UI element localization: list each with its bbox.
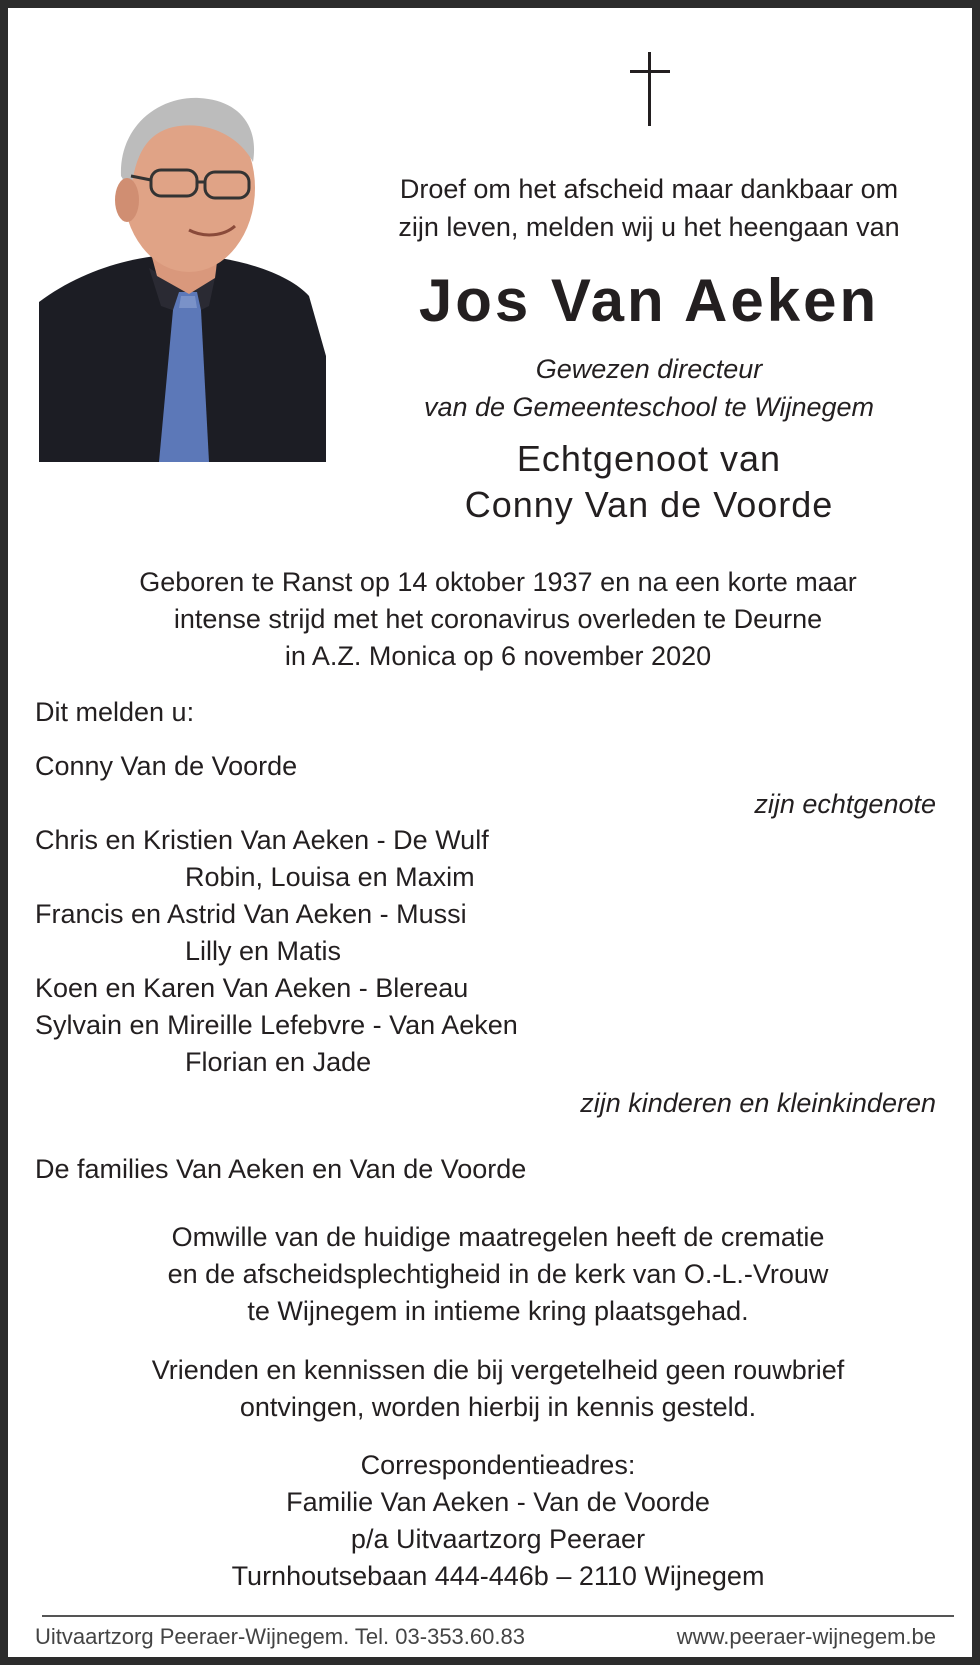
list-item: Lilly en Matis	[185, 936, 342, 966]
role-line: van de Gemeenteschool te Wijnegem	[423, 392, 874, 422]
birth-death-details	[38, 564, 958, 675]
address-line: Turnhoutsebaan 444-446b – 2110 Wijnegem	[231, 1561, 765, 1591]
role-line: Gewezen directeur	[535, 354, 763, 384]
address-label: Correspondentieadres:	[360, 1450, 636, 1480]
address-line: Familie Van Aeken - Van de Voorde	[286, 1487, 710, 1517]
notice-line: te Wijnegem in intieme kring plaatsgehad.	[247, 1296, 749, 1326]
notice-line: Omwille van de huidige maatregelen heeft de crematie	[171, 1222, 825, 1252]
details-line: Geboren te Ranst op 14 oktober 1937 en na een korte maar	[139, 567, 857, 597]
address-line: p/a Uitvaartzorg Peeraer	[350, 1524, 646, 1554]
list-item: Chris en Kristien Van Aeken - De Wulf	[35, 825, 489, 855]
spouse-line: Conny Van de Voorde	[464, 484, 834, 525]
list-item: Francis en Astrid Van Aeken - Mussi	[35, 899, 467, 929]
intro-line: zijn leven, melden wij u het heengaan van	[398, 212, 900, 242]
portrait-photo	[39, 96, 326, 462]
intro-line: Droef om het afscheid maar dankbaar om	[399, 174, 899, 204]
spouse-line: Echtgenoot van	[516, 438, 782, 479]
family-heading: Dit melden u:	[35, 697, 195, 727]
footer-divider	[42, 1615, 954, 1617]
notice-line: Vrienden en kennissen die bij vergetelheid geen rouwbrief	[151, 1355, 845, 1385]
spouse-relation: zijn echtgenote	[754, 789, 936, 819]
details-line: in A.Z. Monica op 6 november 2020	[284, 641, 712, 671]
families-line: De families Van Aeken en Van de Voorde	[35, 1154, 527, 1184]
details-line: intense strijd met het coronavirus overleden te Deurne	[173, 604, 823, 634]
notice-line: en de afscheidsplechtigheid in de kerk van O.-L.-Vrouw	[167, 1259, 829, 1289]
spouse-heading	[338, 436, 960, 528]
cremation-notice	[38, 1219, 958, 1330]
list-item: Koen en Karen Van Aeken - Blereau	[35, 973, 469, 1003]
list-item: Florian en Jade	[185, 1047, 372, 1077]
footer-website-link[interactable]: www.peeraer-wijnegem.be	[676, 1624, 936, 1649]
correspondence-address	[38, 1447, 958, 1595]
list-item: Robin, Louisa en Maxim	[185, 862, 475, 892]
footer-contact: Uitvaartzorg Peeraer-Wijnegem. Tel. 03-353.60.83	[35, 1624, 525, 1649]
list-item: Sylvain en Mireille Lefebvre - Van Aeken	[35, 1010, 518, 1040]
cross-icon	[630, 52, 670, 126]
intro-text	[338, 170, 960, 246]
family-list	[35, 822, 518, 1081]
children-relation: zijn kinderen en kleinkinderen	[580, 1088, 936, 1118]
friends-notice	[38, 1352, 958, 1426]
notice-line: ontvingen, worden hierbij in kennis gesteld.	[239, 1392, 757, 1422]
deceased-name: Jos Van Aeken	[418, 267, 880, 334]
deceased-role	[338, 350, 960, 426]
family-spouse: Conny Van de Voorde	[35, 751, 298, 781]
